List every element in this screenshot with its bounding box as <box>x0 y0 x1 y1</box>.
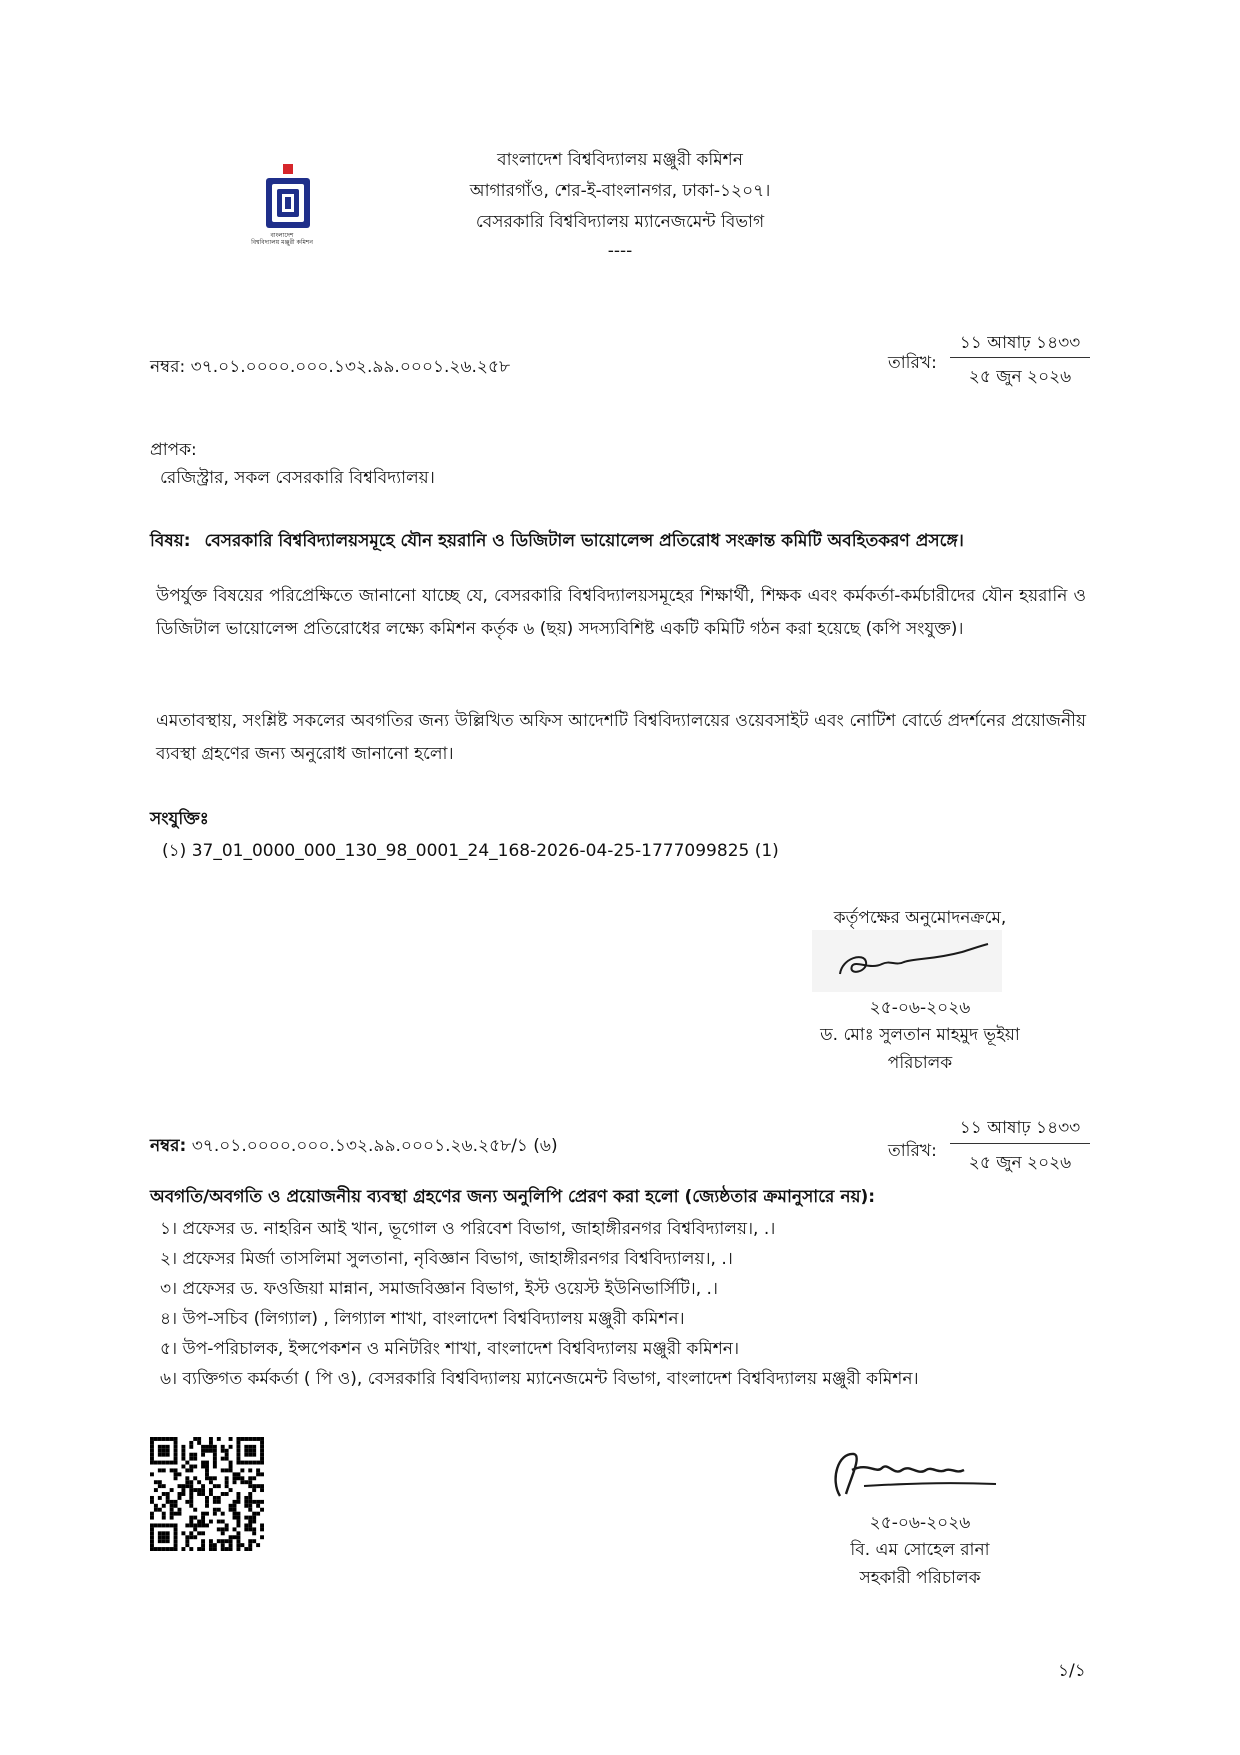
subject-line <box>150 528 964 556</box>
signature-2-name: বি. এম সোহেল রানা <box>850 1540 990 1560</box>
recipient-label: প্রাপক: <box>150 440 197 460</box>
attachment-link[interactable]: (১) 37_01_0000_000_130_98_0001_24_168-2026-04-25-1777099825 (1) <box>162 841 779 861</box>
signature-1-icon <box>812 930 1002 992</box>
body-paragraph-1: উপর্যুক্ত বিষয়ের পরিপ্রেক্ষিতে জানানো যাচ্ছে যে, বেসরকারি বিশ্ববিদ্যালয়সমূহের শিক্ষার্থী, শিক্ষক এবং কর্মকর্তা-কর্মচারীদের যৌন হয়রানি ও ডিজিটাল ভায়োলেন্স প্রতিরোধের লক্ষ্যে কমিশন কর্তৃক ৬ (ছয়) সদস্যবিশিষ্ট একটি কমিটি গঠন করা হয়েছে (কপি সংযুক্ত)। <box>156 586 1086 639</box>
signature-2-date: ২৫-০৬-২০২৬ <box>869 1513 971 1533</box>
page-number: ১/১ <box>1058 1661 1086 1681</box>
body-paragraph-2: এমতাবস্থায়, সংশ্লিষ্ট সকলের অবগতির জন্য উল্লিখিত অফিস আদেশটি বিশ্ববিদ্যালয়ের ওয়েবসাইট এবং নোটিশ বোর্ডে প্রদর্শনের প্রয়োজনীয় ব্যবস্থা গ্রহণের জন্য অনুরোধ জানানো হলো। <box>156 711 1086 764</box>
subject-label: বিষয়: <box>150 531 191 551</box>
qr-code-icon <box>150 1437 264 1551</box>
memo-2-date-label: তারিখ: <box>888 1141 937 1161</box>
memo-2-date-divider <box>950 1143 1090 1144</box>
copy-list-item: ১। প্রফেসর ড. নাহরিন আই খান, ভূগোল ও পরিবেশ বিভাগ, জাহাঙ্গীরনগর বিশ্ববিদ্যালয়।, .। <box>160 1219 776 1239</box>
org-division: বেসরকারি বিশ্ববিদ্যালয় ম্যানেজমেন্ট বিভাগ <box>475 212 765 232</box>
logo-caption-line-2: বিশ্ববিদ্যালয় মঞ্জুরী কমিশন <box>251 239 313 246</box>
copy-list-item: ৪। উপ-সচিব (লিগ্যাল) , লিগ্যাল শাখা, বাংলাদেশ বিশ্ববিদ্যালয় মঞ্জুরী কমিশন। <box>160 1309 685 1329</box>
memo-2-number-label: নম্বর: <box>150 1136 187 1156</box>
approval-text: কর্তৃপক্ষের অনুমোদনক্রমে, <box>833 908 1007 928</box>
org-address: আগারগাঁও, শের-ই-বাংলানগর, ঢাকা-১২০৭। <box>469 181 771 201</box>
copy-list-item: ৫। উপ-পরিচালক, ইন্সপেকশন ও মনিটরিং শাখা, বাংলাদেশ বিশ্ববিদ্যালয় মঞ্জুরী কমিশন। <box>160 1339 740 1359</box>
signature-1-name: ড. মোঃ সুলতান মাহমুদ ভূইয়া <box>820 1025 1020 1045</box>
memo-2-number <box>150 1133 558 1161</box>
header-dashes: ---- <box>607 241 633 261</box>
subject-text: বেসরকারি বিশ্ববিদ্যালয়সমূহে যৌন হয়রানি ও ডিজিটাল ভায়োলেন্স প্রতিরোধ সংক্রান্ত কমিটি অবহিতকরণ প্রসঙ্গে। <box>204 531 964 551</box>
letterhead <box>340 145 900 264</box>
logo-caption <box>214 232 350 246</box>
signature-2-title: সহকারী পরিচালক <box>859 1568 981 1588</box>
copy-list-item: ৬। ব্যক্তিগত কর্মকর্তা ( পি ও), বেসরকারি বিশ্ববিদ্যালয় ম্যানেজমেন্ট বিভাগ, বাংলাদেশ বিশ্ববিদ্যালয় মঞ্জুরী কমিশন। <box>160 1369 919 1389</box>
signature-1-title: পরিচালক <box>887 1053 953 1073</box>
date-bangla: ১১ আষাঢ় ১৪৩৩ <box>959 333 1081 353</box>
signature-1-date: ২৫-০৬-২০২৬ <box>869 998 971 1018</box>
memo-number: নম্বর: ৩৭.০১.০০০০.০০০.১৩২.৯৯.০০০১.২৬.২৫৮ <box>150 357 511 377</box>
date-divider <box>950 357 1090 358</box>
recipient-name: রেজিস্ট্রার, সকল বেসরকারি বিশ্ববিদ্যালয়। <box>160 468 435 488</box>
attachment-label: সংযুক্তিঃ <box>150 809 209 829</box>
date-label: তারিখ: <box>888 353 937 373</box>
signature-2-image <box>820 1440 1010 1510</box>
qr-code[interactable] <box>150 1437 264 1551</box>
signature-1-image <box>812 930 1002 992</box>
memo-2-date-bangla: ১১ আষাঢ় ১৪৩৩ <box>959 1118 1081 1138</box>
copy-list-item: ৩। প্রফেসর ড. ফওজিয়া মান্নান, সমাজবিজ্ঞান বিভাগ, ইস্ট ওয়েস্ট ইউনিভার্সিটি।, .। <box>160 1279 719 1299</box>
logo-caption-line-1: বাংলাদেশ <box>270 232 294 239</box>
signature-2-icon <box>820 1440 1010 1510</box>
memo-2-number-value: ৩৭.০১.০০০০.০০০.১৩২.৯৯.০০০১.২৬.২৫৮/১ (৬) <box>191 1136 558 1156</box>
date-gregorian: ২৫ জুন ২০২৬ <box>968 367 1072 387</box>
org-name: বাংলাদেশ বিশ্ববিদ্যালয় মঞ্জুরী কমিশন <box>497 150 743 170</box>
memo-2-date-gregorian: ২৫ জুন ২০২৬ <box>968 1153 1072 1173</box>
ugc-logo-icon <box>228 158 344 238</box>
copy-heading: অবগতি/অবগতি ও প্রয়োজনীয় ব্যবস্থা গ্রহণের জন্য অনুলিপি প্রেরণ করা হলো (জ্যেষ্ঠতার ক্রমানুসারে নয়): <box>150 1187 876 1207</box>
copy-list-item: ২। প্রফেসর মির্জা তাসলিমা সুলতানা, নৃবিজ্ঞান বিভাগ, জাহাঙ্গীরনগর বিশ্ববিদ্যালয়।, .। <box>160 1249 733 1269</box>
